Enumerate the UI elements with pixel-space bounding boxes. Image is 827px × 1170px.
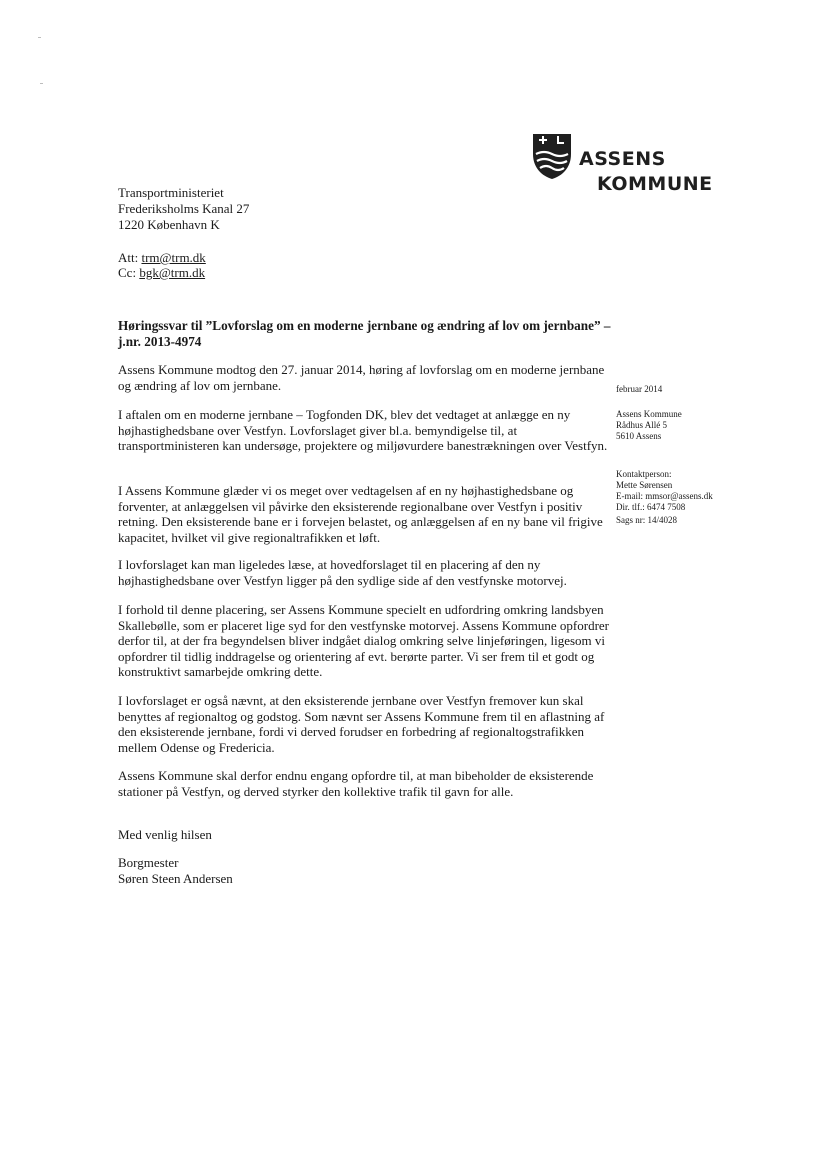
contact-line: Mette Sørensen	[616, 480, 673, 490]
cc-email-link[interactable]: bgk@trm.dk	[139, 265, 206, 280]
municipality-logo	[530, 132, 720, 194]
signature-title: Borgmester	[118, 855, 179, 870]
recipient-address	[118, 185, 249, 233]
logo-line-1: ASSENS	[579, 148, 666, 170]
recipient-line: 1220 København K	[118, 217, 220, 232]
contact-info	[616, 469, 713, 513]
att-label: Att:	[118, 250, 139, 265]
coat-of-arms-icon	[530, 132, 574, 180]
case-number: Sags nr: 14/4028	[616, 515, 678, 525]
signature-block	[118, 855, 233, 886]
cc-row	[118, 265, 206, 280]
sender-line: Assens Kommune	[616, 409, 682, 419]
sender-address	[616, 409, 682, 442]
body-paragraph: I lovforslaget er også nævnt, at den eksisterende jernbane over Vestfyn fremover kun skal benyttes af regionaltog og godstog. Som nævnt ser Assens Kommune frem til en aflastning af den eksisterende jernbane, fordi vi derved forudser en forbedring af regionaltogstrafikken mellem Odense og Fredericia.	[118, 693, 605, 755]
att-email-link[interactable]: trm@trm.dk	[141, 250, 206, 265]
contact-line: Dir. tlf.: 6474 7508	[616, 502, 686, 512]
body-paragraph: I aftalen om en moderne jernbane – Togfonden DK, blev det vedtaget at anlægge en ny højhastighedsbane over Vestfyn. Lovforslaget giver bl.a. bemyndigelse til, at transportministeren kan undersøge, projektere og miljøvurdere banestrækningen over Vestfyn.	[118, 407, 608, 454]
signature-name: Søren Steen Andersen	[118, 870, 233, 886]
body-paragraph: I lovforslaget kan man ligeledes læse, at hovedforslaget til en placering af den ny højhastighedsbane over Vestfyn ligger på den sydlige side af den vestfynske motorvej.	[118, 557, 567, 588]
letter-date: februar 2014	[616, 384, 663, 394]
recipient-line: Transportministeriet	[118, 185, 224, 200]
body-paragraph: I forhold til denne placering, ser Assens Kommune specielt en udfordring omkring landsbyen Skallebølle, som er placeret lige syd for den vestfynske motorvej. Assens Kommune opfordrer derfor til, at der fra begyndelsen bliver indgået dialog omkring selve linjeføringen, ligesom vi opfordrer til tidlig inddragelse og orientering af evt. berørte parter. Vi ser frem til et godt og konstruktivt samarbejde omkring dette.	[118, 602, 609, 680]
recipient-line: Frederiksholms Kanal 27	[118, 201, 250, 216]
body-paragraph: Assens Kommune skal derfor endnu engang opfordre til, at man bibeholder de eksisterende stationer på Vestfyn, og derved styrker den kollektive trafik til gavn for alle.	[118, 768, 594, 799]
sender-line: Rådhus Allé 5	[616, 420, 667, 430]
cc-label: Cc:	[118, 265, 137, 280]
contact-line: E-mail: mmsor@assens.dk	[616, 491, 713, 501]
email-recipients	[118, 250, 206, 280]
sender-line: 5610 Assens	[616, 431, 662, 441]
scan-speck	[38, 37, 41, 38]
contact-line: Kontaktperson:	[616, 469, 672, 479]
scan-speck	[40, 83, 43, 84]
body-paragraph: Assens Kommune modtog den 27. januar 2014, høring af lovforslag om en moderne jernbane og ændring af lov om jernbane.	[118, 362, 605, 393]
att-row	[118, 250, 206, 265]
body-paragraph: I Assens Kommune glæder vi os meget over vedtagelsen af en ny højhastighedsbane og forventer, at anlæggelsen vil påvirke den eksisterende regionalbane over Vestfyn i positiv retning. Den eksisterende bane er i forvejen belastet, og anlæggelsen af en ny bane vil frigive kapacitet, hvilket vil give regionaltrafikken et løft.	[118, 483, 603, 545]
closing: Med venlig hilsen	[118, 827, 212, 842]
letter-subject: Høringssvar til ”Lovforslag om en moderne jernbane og ændring af lov om jernbane” – j.nr. 2013-4974	[118, 318, 611, 349]
logo-line-2: KOMMUNE	[597, 173, 713, 195]
